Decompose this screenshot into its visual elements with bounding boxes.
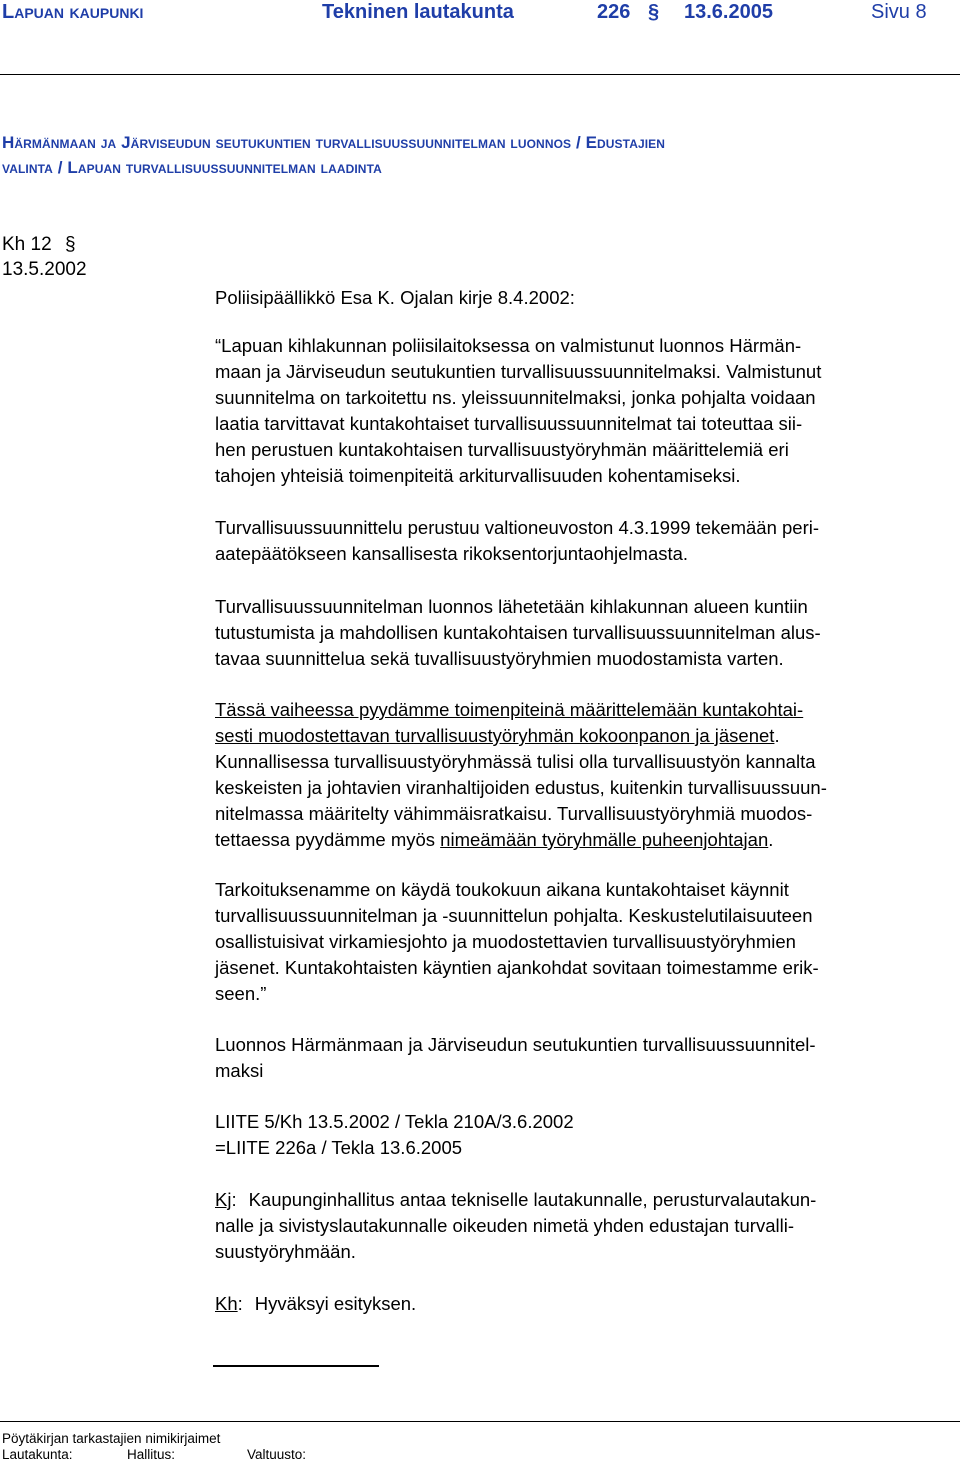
kh-section-sign: § bbox=[64, 234, 76, 255]
text-line: turvallisuussuunnitelman ja -suunnittelun pohjalta. Keskustelutilaisuuteen bbox=[215, 905, 813, 926]
text-line: Kunnallisessa turvallisuustyöryhmässä tulisi olla turvallisuustyön kannalta bbox=[215, 751, 816, 772]
text-line: “Lapuan kihlakunnan poliisilaitoksessa on valmistunut luonnos Härmän- bbox=[215, 335, 802, 356]
signature-line bbox=[213, 1365, 379, 1367]
text-line: osallistuisivat virkamiesjohto ja muodostettavien turvallisuustyöryhmien bbox=[215, 931, 796, 952]
footer-initials-label: Pöytäkirjan tarkastajien nimikirjaimet bbox=[2, 1431, 221, 1446]
text-line: jäsenet. Kuntakohtaisten käyntien ajankohdat sovitaan toimestamme erik- bbox=[215, 957, 819, 978]
title-line-2: valinta / Lapuan turvallisuussuunnitelman laadinta bbox=[2, 158, 382, 177]
text-fragment: tettaessa pyydämme myös bbox=[215, 829, 441, 850]
text-line: suunnitelma on tarkoitettu ns. yleissuunnitelmaksi, jonka pohjalta voidaan bbox=[215, 387, 816, 408]
text-line: nalle ja sivistyslautakunnalle oikeuden nimetä yhden edustajan turvalli- bbox=[215, 1215, 794, 1236]
text-line: maan ja Järviseudun seutukuntien turvallisuussuunnitelmaksi. Valmistunut bbox=[215, 361, 822, 382]
page-number: Sivu 8 bbox=[871, 1, 927, 23]
attachments bbox=[215, 1109, 950, 1161]
kj-colon: : bbox=[231, 1189, 237, 1210]
text-line: Tarkoituksenamme on käydä toukokuun aikana kuntakohtaiset käynnit bbox=[215, 879, 789, 900]
paragraph-2 bbox=[215, 515, 950, 567]
kh-decision bbox=[215, 1291, 950, 1317]
text-line: nitelmassa määritelty vähimmäisratkaisu. Turvallisuustyöryhmiä muodos- bbox=[215, 803, 813, 824]
text-line: Luonnos Härmänmaan ja Järviseudun seutukuntien turvallisuussuunnitel- bbox=[215, 1034, 816, 1055]
text-line: Turvallisuussuunnitelman luonnos lähetetään kihlakunnan alueen kuntiin bbox=[215, 596, 808, 617]
meeting-date: 13.6.2005 bbox=[684, 1, 773, 23]
underlined-text: Tässä vaiheessa pyydämme toimenpiteinä määrittelemään kuntakohtai- bbox=[215, 699, 804, 720]
letter-heading: Poliisipäällikkö Esa K. Ojalan kirje 8.4.2002: bbox=[215, 287, 575, 308]
committee-name: Tekninen lautakunta bbox=[322, 1, 514, 23]
kh-label: Kh 12 bbox=[2, 234, 52, 255]
text-fragment: . bbox=[774, 725, 780, 746]
paragraph-4 bbox=[215, 697, 950, 853]
text-line: suustyöryhmään. bbox=[215, 1241, 356, 1262]
section-sign: § bbox=[648, 1, 660, 23]
kj-text: Kaupunginhallitus antaa tekniselle lautakunnalle, perusturvalautakun- bbox=[248, 1189, 817, 1210]
kh-number bbox=[2, 233, 76, 257]
attachment-line: =LIITE 226a / Tekla 13.6.2005 bbox=[215, 1137, 463, 1158]
paragraph-3 bbox=[215, 594, 950, 672]
attachment-line: LIITE 5/Kh 13.5.2002 / Tekla 210A/3.6.2002 bbox=[215, 1111, 574, 1132]
header-rule bbox=[0, 74, 960, 75]
footer-council-label: Valtuusto: bbox=[247, 1447, 307, 1462]
footer-rule bbox=[0, 1421, 960, 1422]
kj-proposal bbox=[215, 1187, 950, 1265]
kh-decision-colon: : bbox=[237, 1293, 243, 1314]
underlined-text: sesti muodostettavan turvallisuustyöryhmän kokoonpanon ja jäsenet bbox=[215, 725, 775, 746]
paragraph-5 bbox=[215, 877, 950, 1007]
org-name: Lapuan kaupunki bbox=[2, 1, 144, 23]
text-line: aatepäätökseen kansallisesta rikoksentorjuntaohjelmasta. bbox=[215, 543, 689, 564]
paragraph-6 bbox=[215, 1032, 950, 1084]
text-line: laatia tarvittavat kuntakohtaiset turvallisuussuunnitelmat tai toteuttaa sii- bbox=[215, 413, 803, 434]
text-line: hen perustuen kuntakohtaisen turvallisuustyöryhmän määrittelemiä eri bbox=[215, 439, 789, 460]
section-number: 226 bbox=[597, 1, 631, 23]
kh-decision-text: Hyväksyi esityksen. bbox=[254, 1293, 417, 1314]
quote-paragraph bbox=[215, 333, 950, 489]
text-fragment: . bbox=[768, 829, 774, 850]
kj-label: Kj bbox=[215, 1189, 232, 1210]
text-line: tutustumista ja mahdollisen kuntakohtaisen turvallisuussuunnitelman alus- bbox=[215, 622, 821, 643]
text-line: maksi bbox=[215, 1060, 264, 1081]
title-line-1: Härmänmaan ja Järviseudun seutukuntien turvallisuussuunnitelman luonnos / Edustajien bbox=[2, 133, 666, 152]
kh-date: 13.5.2002 bbox=[2, 259, 87, 280]
text-line: tavaa suunnittelua sekä tuvallisuustyöryhmien muodostamista varten. bbox=[215, 648, 784, 669]
underlined-text: nimeämään työryhmälle puheenjohtajan bbox=[440, 829, 769, 850]
text-line: Turvallisuussuunnittelu perustuu valtioneuvoston 4.3.1999 tekemään peri- bbox=[215, 517, 820, 538]
kh-decision-label: Kh bbox=[215, 1293, 238, 1314]
text-line: seen.” bbox=[215, 983, 267, 1004]
text-line: keskeisten ja johtavien viranhaltijoiden edustus, kuitenkin turvallisuussuun- bbox=[215, 777, 827, 798]
footer-committee-label: Lautakunta: bbox=[2, 1447, 73, 1462]
text-line: tahojen yhteisiä toimenpiteitä arkiturvallisuuden kohentamiseksi. bbox=[215, 465, 741, 486]
footer-board-label: Hallitus: bbox=[127, 1447, 176, 1462]
